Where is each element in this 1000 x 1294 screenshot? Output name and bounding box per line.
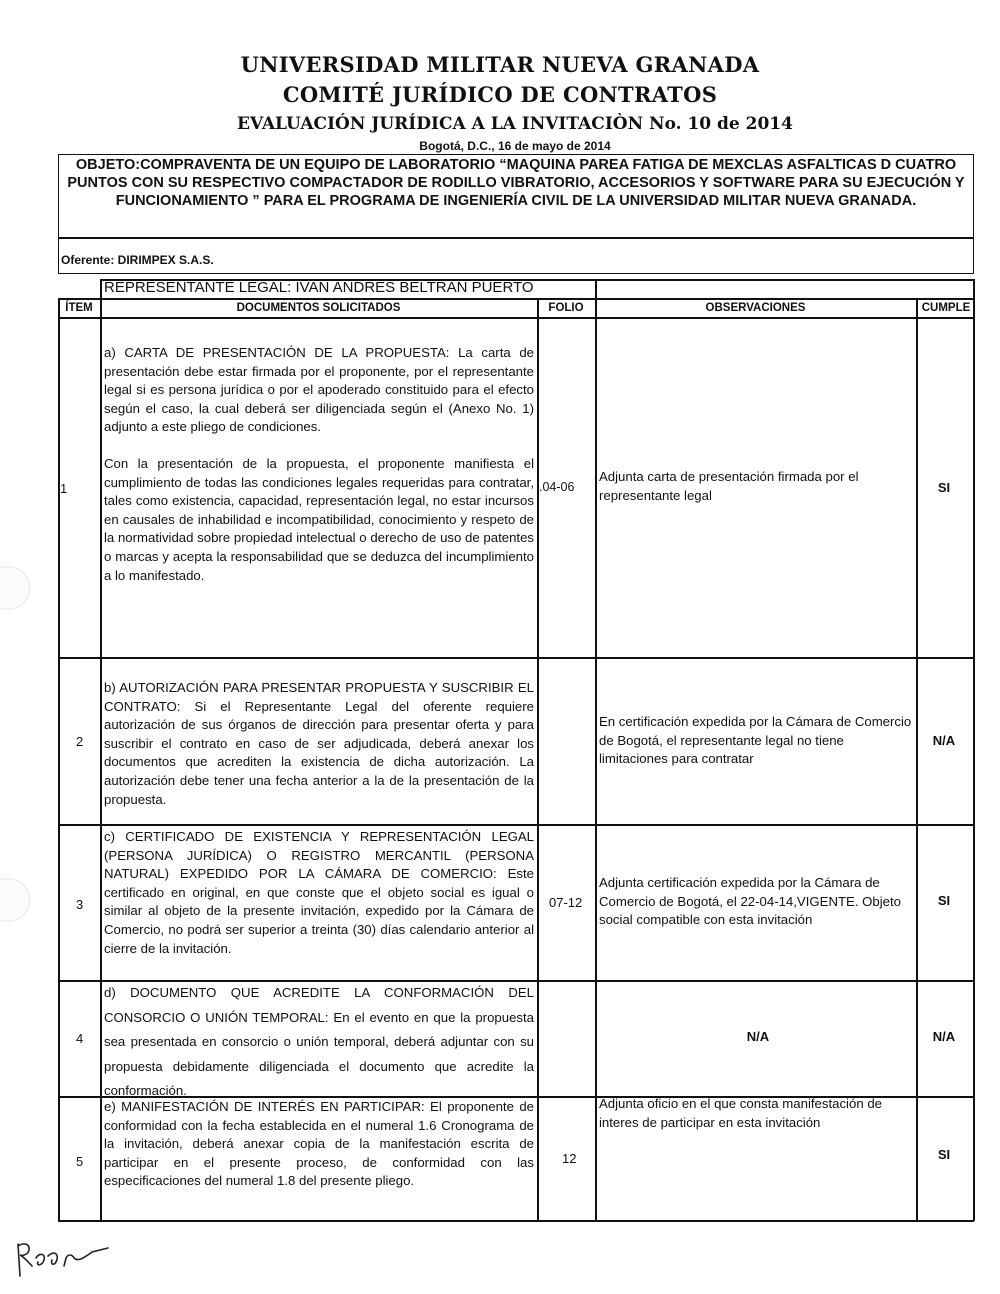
- col-header-observaciones: OBSERVACIONES: [705, 302, 806, 314]
- col-header-folio: FOLIO: [548, 302, 584, 314]
- row-observation: Adjunta certificación expedida por la Cámara de Comercio de Bogotá, el 22-04-14,VIGENTE. Objeto social compatible con esta invitación: [599, 875, 901, 927]
- evaluation-title: EVALUACIÓN JURÍDICA A LA INVITACIÒN No. 10 de 2014: [237, 114, 793, 134]
- punch-hole-mark: [0, 566, 30, 610]
- col-header-item: ÍTEM: [65, 302, 93, 314]
- handwritten-initials-signature: [12, 1236, 122, 1286]
- row-document-paragraph: Con la presentación de la propuesta, el proponente manifiesta el cumplimiento de todas las condiciones legales requeridas para contratar, tales como existencia, capacidad, representación legal, no estar incursos en causales de inhabilidad e incompatibilidad, conocimiento y respeto de la normatividad sobre propiedad intelectual o derecho de uso de patentes o marcas y acepta la responsabilidad que se deduzca del incumplimiento a lo manifestado.: [104, 455, 534, 583]
- representante-legal: REPRESENTANTE LEGAL: IVAN ANDRES BELTRAN PUERTO: [104, 279, 534, 296]
- oferente-box: [58, 238, 974, 274]
- objeto-text: OBJETO:COMPRAVENTA DE UN EQUIPO DE LABORATORIO “MAQUINA PAREA FATIGA DE MEXCLAS ASFALTICAS D CUATRO PUNTOS CON SU RESPECTIVO COMPACTADOR DE RODILLO VIBRATORIO, ACCESORIOS Y SOFTWARE PARA SU EJECUCIÓN Y FUNCIONAMIENTO ” PARA EL PROGRAMA DE INGENIERÍA CIVIL DE LA UNIVERSIDAD MILITAR NUEVA GRANADA.: [67, 157, 965, 209]
- row-observation: Adjunta carta de presentación firmada por el representante legal: [599, 469, 859, 503]
- committee-title: COMITÉ JURÍDICO DE CONTRATOS: [282, 82, 718, 107]
- col-header-cumple: CUMPLE: [921, 302, 971, 314]
- row-item-number: 5: [76, 1154, 84, 1169]
- row-document-text: b) AUTORIZACIÓN PARA PRESENTAR PROPUESTA Y SUSCRIBIR EL CONTRATO: Si el Representante Legal del oferente requiere autorización de sus órganos de dirección para presentar oferta y para suscribir el contrato en caso de ser adjudicada, deberá anexar los documentos que acrediten la existencia de dicha autorización. La autorización debe tener una fecha anterior a la de la presentación de la propuesta.: [104, 680, 534, 807]
- row-observation: N/A: [746, 1029, 770, 1044]
- oferente-text: Oferente: DIRIMPEX S.A.S.: [61, 253, 214, 267]
- punch-hole-mark: [0, 878, 30, 922]
- row-item-number: 3: [76, 897, 84, 912]
- col-header-documentos: DOCUMENTOS SOLICITADOS: [236, 302, 401, 314]
- row-item-number: 1: [60, 481, 68, 496]
- row-observation: En certificación expedida por la Cámara de Comercio de Bogotá, el representante legal no tiene limitaciones para contratar: [599, 714, 912, 766]
- row-cumple: SI: [937, 1147, 951, 1162]
- row-document-text: c) CERTIFICADO DE EXISTENCIA Y REPRESENTACIÓN LEGAL (PERSONA JURÍDICA) O REGISTRO MERCANTIL (PERSONA NATURAL) EXPEDIDO POR LA CÁMARA DE COMERCIO: Este certificado en original, en que conste que el objeto social es igual o similar al objeto de la presente invitación, expedido por la Cámara de Comercio, no podrá ser superior a treinta (30) días calendario anterior al cierre de la invitación.: [104, 829, 534, 956]
- document-date: Bogotá, D.C., 16 de mayo de 2014: [419, 139, 611, 153]
- row-document-text: d) DOCUMENTO QUE ACREDITE LA CONFORMACIÓN DEL CONSORCIO O UNIÓN TEMPORAL: En el evento en que la propuesta sea presentada en consorcio o unión temporal, deberá adjuntar con su propuesta debidamente diligenciada el documento que acredite la conformación.: [104, 985, 534, 1098]
- row-folio: 07-12: [549, 895, 583, 910]
- row-cumple: N/A: [932, 733, 956, 748]
- objeto-box: [58, 154, 974, 238]
- row-observation: Adjunta oficio en el que consta manifestación de interes de participar en esta invitación: [599, 1096, 882, 1130]
- row-document-text: [104, 344, 534, 585]
- row-folio: .04-06: [539, 480, 575, 494]
- row-document-paragraph: a) CARTA DE PRESENTACIÓN DE LA PROPUESTA: La carta de presentación debe estar firmada por el proponente, por el representante legal si es persona jurídica o por el apoderado constituido para el efecto según el caso, la cual deberá ser diligenciada según el (Anexo No. 1) adjunto a este pliego de condiciones.: [104, 345, 534, 435]
- row-cumple: SI: [937, 893, 951, 908]
- university-title: UNIVERSIDAD MILITAR NUEVA GRANADA: [240, 52, 760, 77]
- row-item-number: 2: [76, 734, 84, 749]
- row-folio: 12: [562, 1151, 577, 1166]
- row-cumple: SI: [937, 480, 951, 495]
- row-cumple: N/A: [932, 1029, 956, 1044]
- row-item-number: 4: [76, 1031, 84, 1046]
- row-document-text: e) MANIFESTACIÓN DE INTERÉS EN PARTICIPAR: El proponente de conformidad con la fecha establecida en el numeral 1.6 Cronograma de la invitación, deberá anexar copia de la manifestación escrita de participar en el presente proceso, de conformidad con las especificaciones del numeral 1.8 del presente pliego.: [104, 1099, 534, 1189]
